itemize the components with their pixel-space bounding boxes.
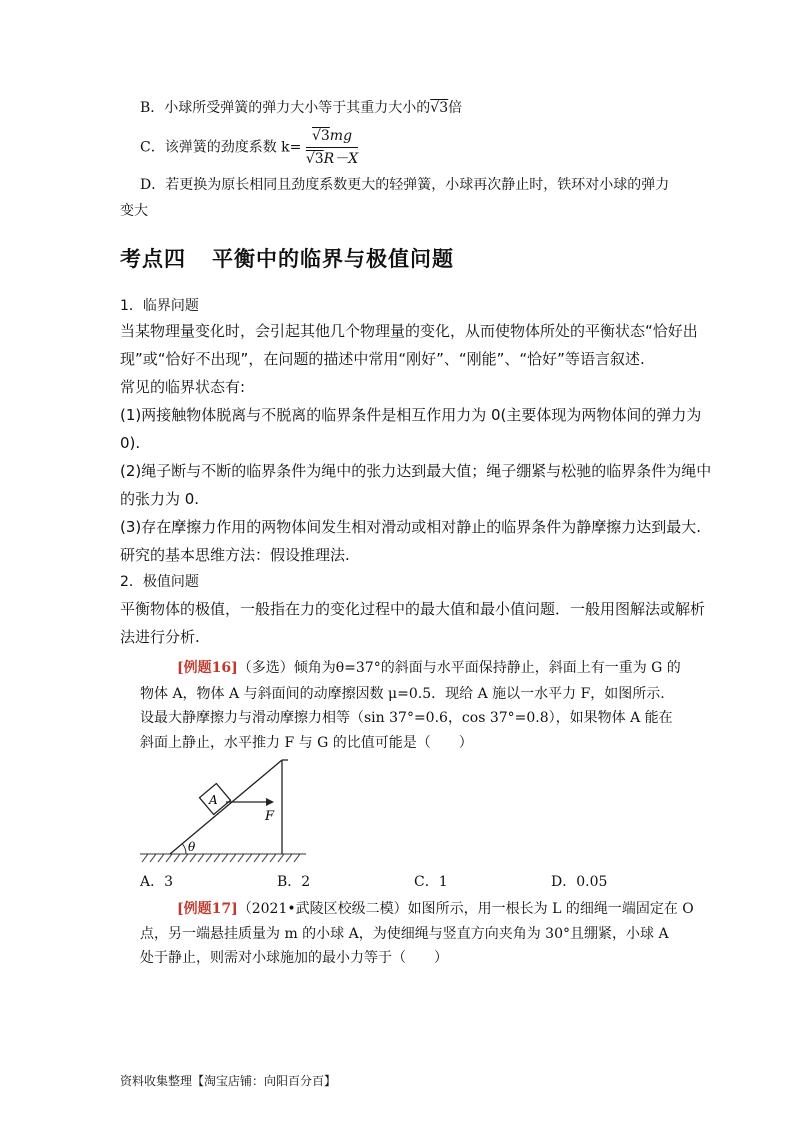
choice-c[interactable]: C．1 (414, 874, 448, 890)
critical-method: 研究的基本思维方法：假设推理法. (120, 546, 350, 564)
option-d-line2: 变大 (120, 203, 148, 219)
critical-item2-line1: (2)绳子断与不断的临界条件为绳中的张力达到最大值；绳子绷紧与松驰的临界条件为绳中 (120, 462, 712, 480)
choice-a[interactable]: A．3 (140, 874, 174, 890)
option-b: B．小球所受弹簧的弹力大小等于其重力大小的√3倍 (140, 100, 463, 116)
example17-line1: [例题17]（2021•武陵区校级二模）如图所示，用一根长为 L 的细绳一端固定在 O (177, 901, 694, 917)
choice-d[interactable]: D．0.05 (551, 874, 608, 890)
section-label: 考点四 (120, 247, 186, 271)
block-label: A (209, 793, 218, 807)
example16-line4: 斜面上静止，水平推力 F 与 G 的比值可能是（ ） (140, 735, 473, 751)
option-c: C．该弹簧的劲度系数 k= $\frac{√3mg}{√3R-X}$ (140, 128, 359, 167)
critical-item1-line1: (1)两接触物体脱离与不脱离的临界条件是相互作用力为 0(主要体现为两物体间的弹力为 (120, 406, 702, 424)
section-title: 平衡中的临界与极值问题 (212, 247, 454, 271)
example17-tag: [例题17] (177, 901, 238, 917)
choice-b[interactable]: B．2 (277, 874, 311, 890)
force-label: F (265, 809, 275, 824)
critical-p2: 常见的临界状态有: (120, 378, 246, 396)
critical-item3: (3)存在摩擦力作用的两物体间发生相对滑动或相对静止的临界条件为静摩擦力达到最大. (120, 518, 702, 536)
example16-line1: [例题16]（多选）倾角为θ=37°的斜面与水平面保持静止，斜面上有一重为 G 的 (177, 660, 681, 676)
sqrt3: √3 (430, 100, 449, 116)
extreme-p-line1: 平衡物体的极值，一般指在力的变化过程中的最大值和最小值问题．一般用图解法或解析 (120, 600, 706, 618)
section-heading (120, 243, 454, 273)
extreme-heading: 2．极值问题 (120, 574, 199, 590)
example16-tag: [例题16] (177, 660, 238, 676)
critical-p1-line2: 现”或“恰好不出现”，在问题的描述中常用“刚好”、“刚能”、“恰好”等语言叙述. (120, 350, 645, 368)
ground-hatching (140, 854, 306, 862)
critical-p1-line1: 当某物理量变化时，会引起其他几个物理量的变化，从而使物体所处的平衡状态“恰好出 (120, 322, 698, 340)
example17-line2: 点，另一端悬挂质量为 m 的小球 A，为使细绳与竖直方向夹角为 30°且绷紧，小球 A (140, 926, 669, 942)
critical-item1-line2: 0). (120, 434, 141, 452)
example16-line3: 设最大静摩擦力与滑动摩擦力相等（sin 37°=0.6，cos 37°=0.8），如果物体 A 能在 (140, 710, 673, 726)
extreme-p-line2: 法进行分析. (120, 628, 200, 646)
option-d-line1: D．若更换为原长相同且劲度系数更大的轻弹簧，小球再次静止时，铁环对小球的弹力 (140, 177, 670, 193)
example16-line2: 物体 A，物体 A 与斜面间的动摩擦因数 μ=0.5．现给 A 施以一水平力 F，如图所示. (140, 686, 665, 702)
spring-constant-fraction: $\frac{√3mg}{√3R-X}$ (305, 128, 359, 167)
incline-figure (136, 758, 306, 866)
example17-line3: 处于静止，则需对小球施加的最小力等于（ ） (140, 950, 448, 966)
angle-label: θ (188, 840, 196, 854)
footer-note: 资料收集整理【淘宝店铺：向阳百分百】 (120, 1074, 337, 1088)
critical-heading: 1．临界问题 (120, 298, 199, 314)
angle-arc (183, 844, 187, 854)
critical-item2-line2: 的张力为 0. (120, 490, 200, 508)
force-arrowhead (266, 798, 274, 806)
